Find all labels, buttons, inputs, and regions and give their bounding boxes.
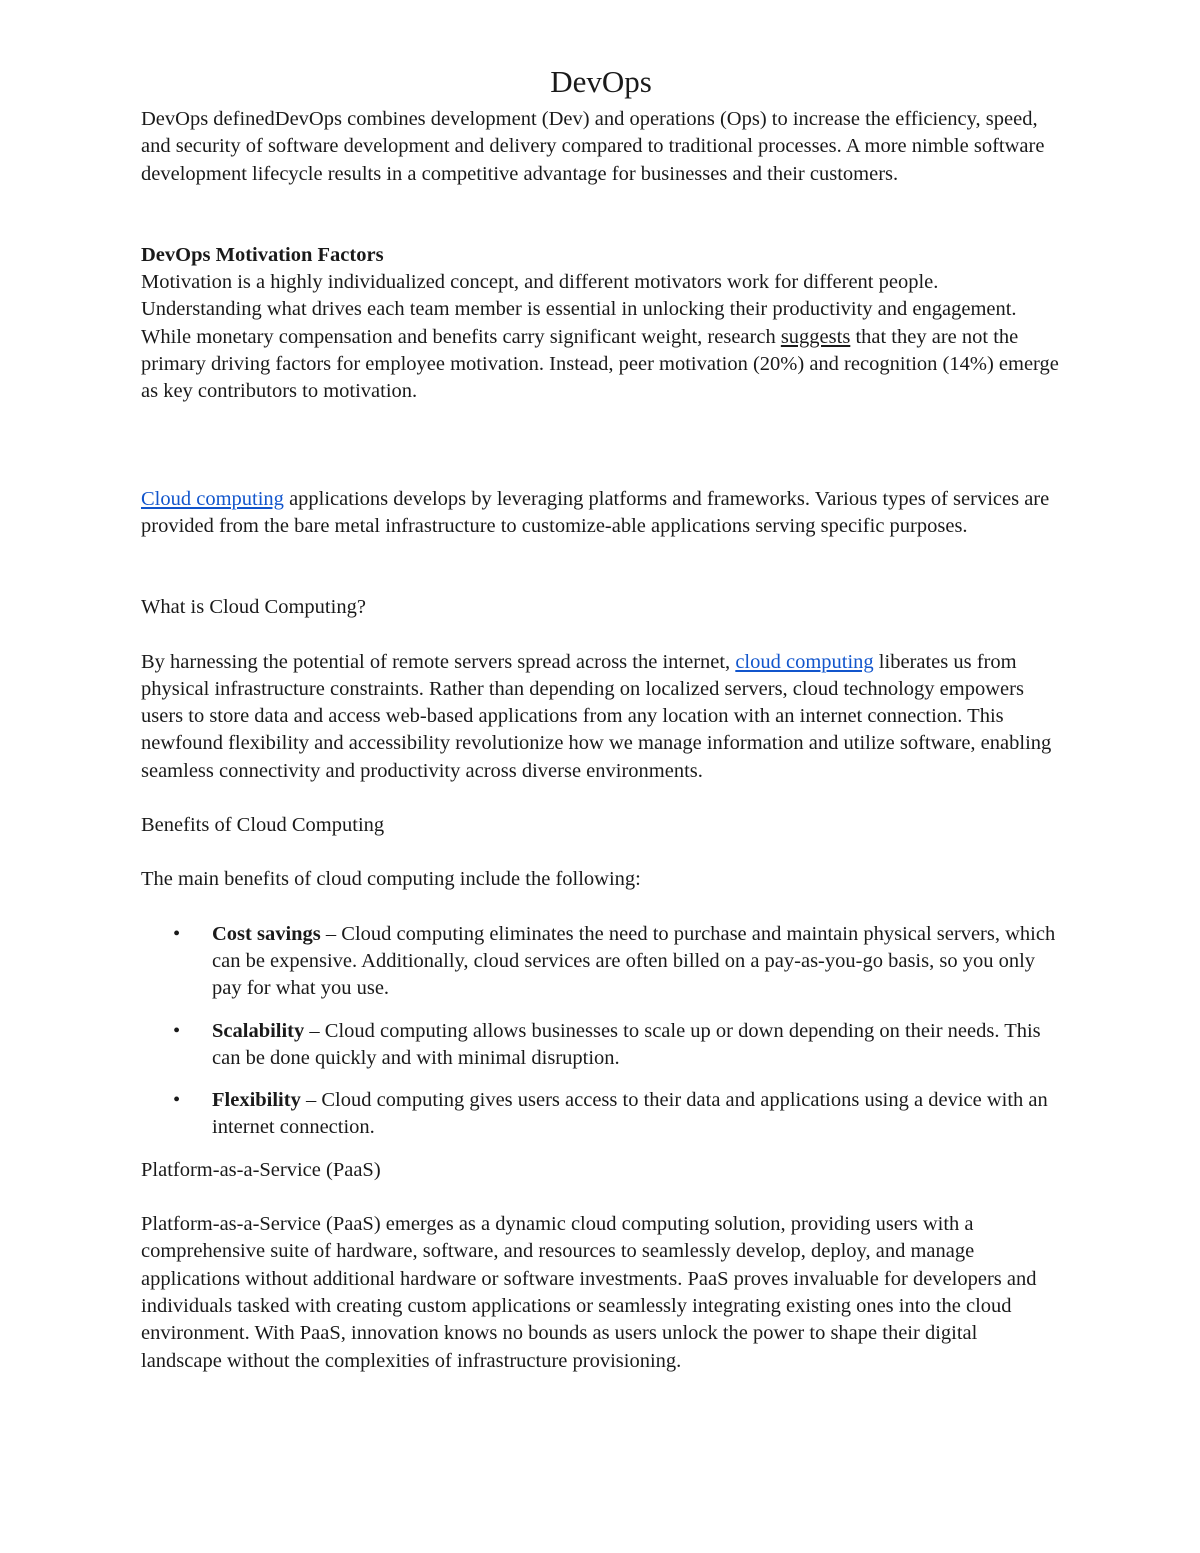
spacer xyxy=(141,894,1061,921)
what-is-text-after: liberates us from physical infrastructure constraints. Rather than depending on localized servers, cloud technology empowers users to store data and access web-based applications from any location with an internet connection. This newfound flexibility and accessibility revolutionize how we manage information and utilize software, enabling seamless connectivity and productivity across diverse environments. xyxy=(141,650,1052,782)
benefits-list xyxy=(141,921,1061,1142)
spacer xyxy=(141,622,1061,649)
motivation-paragraph-2 xyxy=(141,324,1061,406)
cloud-computing-link[interactable]: Cloud computing xyxy=(141,487,284,510)
cloud-intro-paragraph xyxy=(141,486,1061,541)
motivation-text-after: that they are not the primary driving factors for employee motivation. Instead, peer motivation (20%) and recognition (14%) emerge as key contributors to motivation. xyxy=(141,325,1059,403)
bullet-icon: • xyxy=(173,922,181,945)
cloud-computing-inline-link[interactable]: cloud computing xyxy=(735,650,874,673)
benefit-text: – Cloud computing allows businesses to scale up or down depending on their needs. This can be done quickly and with minimal disruption. xyxy=(212,1019,1041,1069)
page-title: DevOps xyxy=(550,64,652,99)
motivation-text-before: While monetary compensation and benefits carry significant weight, research xyxy=(141,325,781,348)
spacer xyxy=(141,540,1061,594)
suggests-link[interactable]: suggests xyxy=(780,325,851,348)
list-item xyxy=(141,921,1061,1003)
list-item xyxy=(141,1018,1061,1073)
benefits-heading: Benefits of Cloud Computing xyxy=(141,814,385,837)
benefit-term: Scalability xyxy=(212,1019,305,1042)
cloud-intro-text: applications develops by leveraging platforms and frameworks. Various types of services are provided from the bare metal infrastructure to customize-able applications serving specific purposes. xyxy=(141,487,1050,537)
benefit-text: – Cloud computing eliminates the need to purchase and maintain physical servers, which can be expensive. Additionally, cloud services are often billed on a pay-as-you-go basis, so you only pay for what you use. xyxy=(212,922,1056,1000)
what-is-text-before: By harnessing the potential of remote servers spread across the internet, xyxy=(141,650,736,673)
what-is-heading: What is Cloud Computing? xyxy=(141,596,366,619)
benefit-text: – Cloud computing gives users access to their data and applications using a device with an internet connection. xyxy=(212,1089,1048,1139)
paas-paragraph: Platform-as-a-Service (PaaS) emerges as a dynamic cloud computing solution, providing users with a comprehensive suite of hardware, software, and resources to seamlessly develop, deploy, and manage applications without additional hardware or software investments. PaaS proves invaluable for developers and individuals tasked with creating custom applications or seamlessly integrating existing ones into the cloud environment. With PaaS, innovation knows no bounds as users unlock the power to shape their digital landscape without the complexities of infrastructure provisioning. xyxy=(141,1213,1037,1372)
paas-heading: Platform-as-a-Service (PaaS) xyxy=(141,1158,381,1181)
bullet-icon: • xyxy=(173,1089,181,1112)
bullet-icon: • xyxy=(173,1019,181,1042)
motivation-paragraph-1: Motivation is a highly individualized concept, and different motivators work for different people. Understanding what drives each team member is essential in unlocking their productivity and engagement. xyxy=(141,271,1017,321)
what-is-paragraph xyxy=(141,649,1061,785)
intro-paragraph: DevOps definedDevOps combines development (Dev) and operations (Ops) to increase the efficiency, speed, and security of software development and delivery compared to traditional processes. A more nimble software development lifecycle results in a competitive advantage for businesses and their customers. xyxy=(141,108,1045,185)
benefit-term: Flexibility xyxy=(212,1089,301,1112)
spacer xyxy=(141,839,1061,866)
spacer xyxy=(141,1184,1061,1211)
benefit-term: Cost savings xyxy=(212,922,321,945)
motivation-heading: DevOps Motivation Factors xyxy=(141,243,384,266)
benefits-intro: The main benefits of cloud computing include the following: xyxy=(141,868,641,891)
spacer xyxy=(141,785,1061,812)
document-page xyxy=(141,62,1061,1375)
spacer xyxy=(141,188,1061,242)
spacer xyxy=(141,406,1061,486)
list-item xyxy=(141,1087,1061,1142)
